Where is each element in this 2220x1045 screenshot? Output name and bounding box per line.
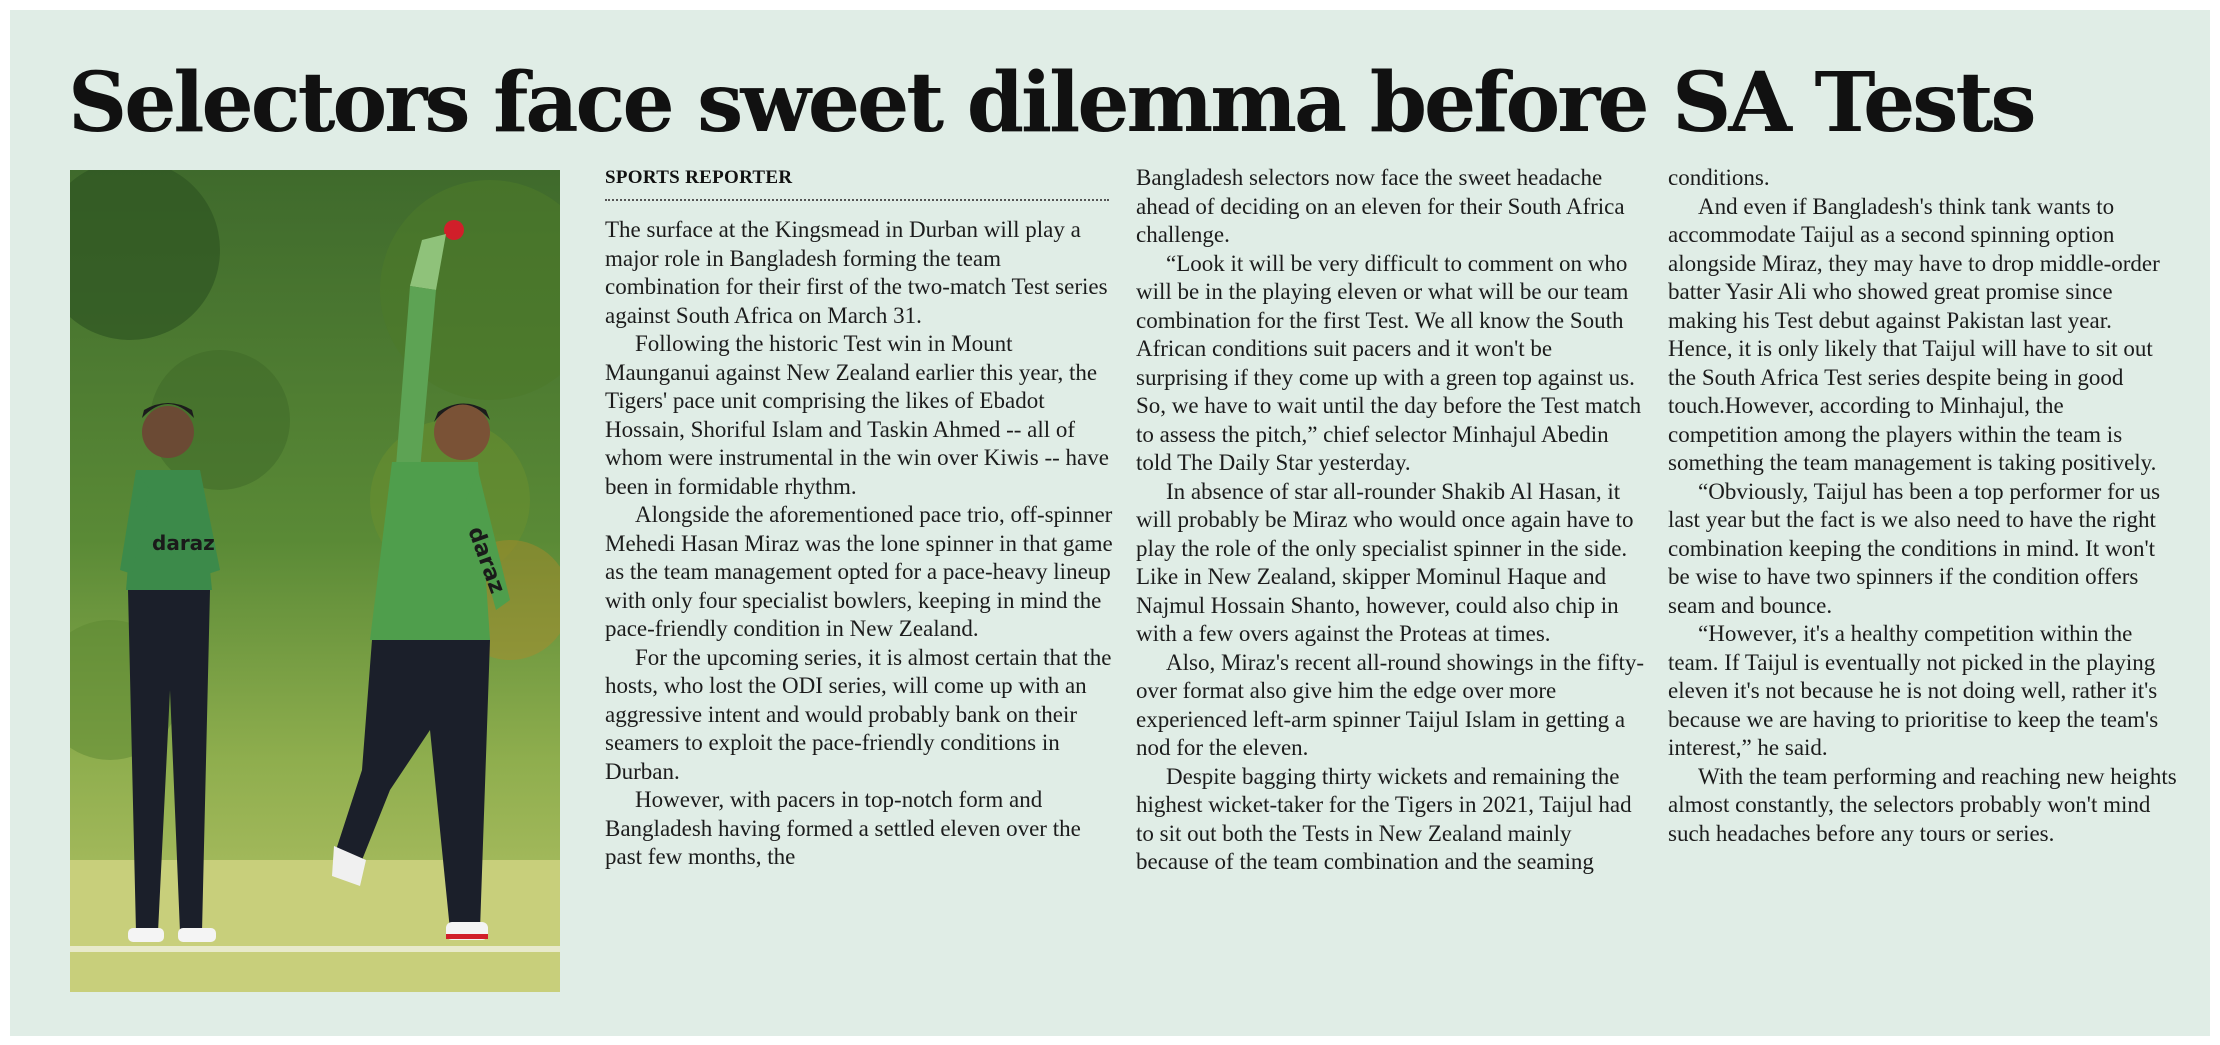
paragraph: However, with pacers in top-notch form and Bangladesh having formed a settled eleven over the past few months, the bbox=[605, 787, 1081, 869]
paragraph: Bangladesh selectors now face the sweet headache ahead of deciding on an eleven for their South Africa challenge. bbox=[1136, 165, 1625, 247]
paragraph: The surface at the Kingsmead in Durban will play a major role in Bangladesh forming the team combination for their first of the two-match Test series against South Africa on March 31. bbox=[605, 217, 1108, 328]
paragraph: “Look it will be very difficult to comment on who will be in the playing eleven or what will be our team combination for the first Test. We all know the South African conditions suit pacers and it won't be surprising if they come up with a green top against us. So, we have to wait until the day before the Test match to assess the pitch,” chief selector Minhajul Abedin told The Daily Star yesterday. bbox=[1136, 250, 1642, 475]
paragraph: conditions. bbox=[1668, 165, 1770, 190]
paragraph: Alongside the aforementioned pace trio, off-spinner Mehedi Hasan Miraz was the lone spinner in that game as the team management opted for a pace-heavy lineup with only four specialist bowlers, keeping in mind the pace-friendly condition in New Zealand. bbox=[605, 502, 1113, 641]
jersey-text-right: daraz bbox=[462, 523, 510, 597]
paragraph: Following the historic Test win in Mount Maunganui against New Zealand earlier this year, the Tigers' pace unit comprising the likes of Ebadot Hossain, Shoriful Islam and Taskin Ahmed -- all of whom were instrumental in the win over Kiwis -- have been in formidable rhythm. bbox=[605, 331, 1109, 499]
article-column-2 bbox=[1136, 164, 1646, 877]
paragraph: “However, it's a healthy competition within the team. If Taijul is eventually not picked in the playing eleven it's not because he is not doing well, rather it's because we are having to prioritise to keep the team's interest,” he said. bbox=[1668, 621, 2159, 760]
byline: SPORTS REPORTER bbox=[605, 165, 1109, 201]
headline: Selectors face sweet dilemma before SA Tests bbox=[68, 55, 2034, 151]
article-photo bbox=[70, 170, 560, 992]
paragraph: “Obviously, Taijul has been a top performer for us last year but the fact is we also need to have the right combination keeping the conditions in mind. It won't be wise to have two spinners if the condition offers seam and bounce. bbox=[1668, 478, 2161, 618]
paragraph: For the upcoming series, it is almost certain that the hosts, who lost the ODI series, will come up with an aggressive intent and would probably bank on their seamers to exploit the pace-friendly conditions in Durban. bbox=[605, 644, 1112, 784]
paragraph: In absence of star all-rounder Shakib Al Hasan, it will probably be Miraz who would once again have to play the role of the only specialist spinner in the side. Like in New Zealand, skipper Mominul Haque and Najmul Hossain Shanto, however, could also chip in with a few overs against the Proteas at times. bbox=[1136, 478, 1634, 646]
jersey-text-left: daraz bbox=[152, 531, 215, 555]
paragraph: Also, Miraz's recent all-round showings in the fifty-over format also give him the edge over more experienced left-arm spinner Taijul Islam in getting a nod for the eleven. bbox=[1136, 649, 1645, 760]
paragraph: And even if Bangladesh's think tank wants to accommodate Taijul as a second spinning option alongside Miraz, they may have to drop middle-order batter Yasir Ali who showed great promise since making his Test debut against Pakistan last year. Hence, it is only likely that Taijul will have to sit out the South Africa Test series despite being in good touch.However, according to Minhajul, the competition among the players within the team is something the team management is taking positively. bbox=[1668, 193, 2160, 475]
article-column-1 bbox=[605, 216, 1115, 872]
article-panel bbox=[10, 10, 2210, 1036]
paragraph: With the team performing and reaching new heights almost constantly, the selectors probably won't mind such headaches before any tours or series. bbox=[1668, 763, 2177, 846]
paragraph: Despite bagging thirty wickets and remaining the highest wicket-taker for the Tigers in 2021, Taijul had to sit out both the Tests in New Zealand mainly because of the team combination and the seaming bbox=[1136, 763, 1632, 874]
article-column-3 bbox=[1668, 164, 2178, 848]
